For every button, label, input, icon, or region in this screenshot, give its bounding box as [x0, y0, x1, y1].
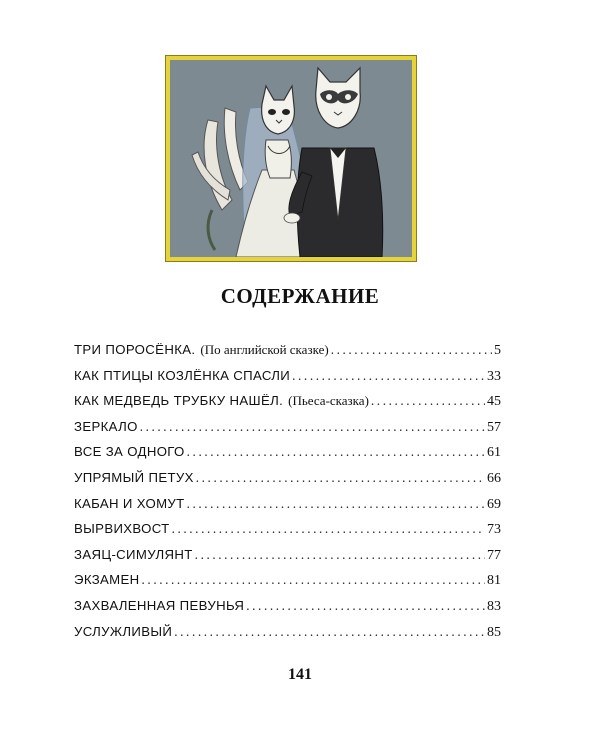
dot-leader	[172, 521, 485, 537]
table-of-contents	[74, 342, 501, 649]
toc-entry[interactable]	[74, 470, 501, 496]
dot-leader	[174, 624, 485, 640]
dot-leader	[246, 598, 485, 614]
groom-cat-head-icon	[316, 68, 361, 128]
dot-leader	[187, 496, 485, 512]
dot-leader	[331, 342, 492, 358]
toc-entry[interactable]	[74, 547, 501, 573]
toc-entry[interactable]	[74, 624, 501, 650]
toc-entry-page: 5	[494, 343, 501, 358]
toc-entry-title: ВЫРВИХВОСТ	[74, 521, 170, 537]
page-number: 141	[288, 666, 312, 683]
lily-bouquet-icon	[192, 108, 248, 250]
toc-entry-title: КАК ПТИЦЫ КОЗЛЁНКА СПАСЛИ	[74, 367, 291, 383]
toc-entry-title: КАБАН И ХОМУТ	[74, 495, 185, 511]
dot-leader	[292, 368, 485, 384]
toc-entry-page: 66	[487, 470, 501, 486]
toc-entry-page: 83	[487, 598, 501, 614]
toc-entry[interactable]	[74, 444, 501, 470]
toc-entry-page: 81	[487, 573, 501, 589]
toc-entry-title: КАК МЕДВЕДЬ ТРУБКУ НАШЁЛ.	[74, 393, 284, 409]
dot-leader	[371, 393, 485, 409]
toc-entry[interactable]	[74, 598, 501, 624]
toc-entry[interactable]	[74, 368, 501, 394]
dot-leader	[142, 572, 485, 588]
cat-wedding-couple-icon	[170, 60, 412, 257]
toc-entry-page: 77	[487, 547, 501, 563]
toc-entry-page: 57	[487, 419, 501, 435]
toc-entry-page: 61	[487, 445, 501, 461]
toc-entry-subtitle: (По английской сказке)	[200, 342, 329, 357]
dot-leader	[140, 419, 485, 435]
toc-entry-title: ВСЕ ЗА ОДНОГО	[74, 444, 185, 460]
dot-leader	[195, 547, 485, 563]
toc-entry-title: ЗАЯЦ-СИМУЛЯНТ	[74, 546, 193, 562]
toc-entry-title: УСЛУЖЛИВЫЙ	[74, 623, 173, 639]
toc-entry[interactable]	[74, 419, 501, 445]
toc-entry-title: УПРЯМЫЙ ПЕТУХ	[74, 469, 194, 485]
dot-leader	[196, 470, 485, 486]
toc-entry[interactable]	[74, 521, 501, 547]
toc-entry[interactable]	[74, 342, 501, 368]
toc-entry-page: 73	[487, 522, 501, 538]
toc-entry-subtitle: (Пьеса-сказка)	[288, 393, 369, 409]
toc-entry-page: 69	[487, 496, 501, 512]
toc-entry[interactable]	[74, 393, 501, 419]
toc-entry-title: ЗАХВАЛЕННАЯ ПЕВУНЬЯ	[74, 597, 245, 613]
groom-suit-icon	[297, 148, 383, 257]
toc-entry-title: ТРИ ПОРОСЁНКА.	[74, 342, 196, 357]
bride-cat-head-icon	[262, 86, 295, 134]
toc-entry-page: 33	[487, 368, 501, 384]
toc-entry[interactable]	[74, 496, 501, 522]
page-title: СОДЕРЖАНИЕ	[220, 284, 380, 308]
toc-entry-page: 85	[487, 624, 501, 640]
toc-entry[interactable]	[74, 572, 501, 598]
cat-wedding-illustration	[166, 56, 416, 261]
dot-leader	[187, 444, 485, 460]
toc-entry-title: ЭКЗАМЕН	[74, 572, 140, 588]
toc-entry-page: 45	[487, 394, 501, 410]
toc-entry-title: ЗЕРКАЛО	[74, 418, 138, 434]
